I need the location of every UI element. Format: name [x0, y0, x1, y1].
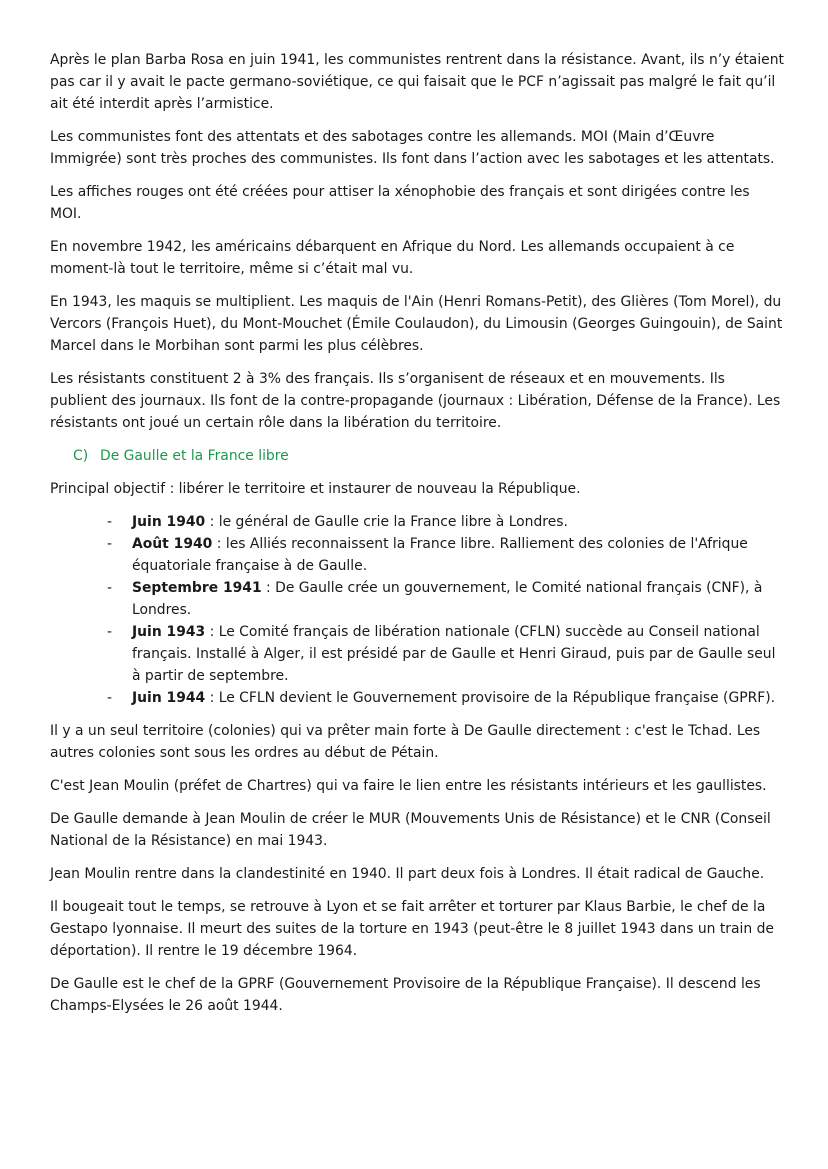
paragraph-affiches-rouges: Les affiches rouges ont été créées pour attiser la xénophobie des français et sont dirigées contre les MOI. — [50, 184, 750, 222]
section-heading-number: C) — [73, 448, 89, 464]
timeline-text: : Le Comité français de libération nationale (CFLN) succède au Conseil national français. Installé à Alger, il est présidé par de Gaulle et Henri Giraud, puis par de Gaulle seul à partir de septembre. — [132, 624, 776, 684]
timeline-item — [50, 687, 785, 709]
paragraph-maquis: En 1943, les maquis se multiplient. Les maquis de l'Ain (Henri Romans-Petit), des Glières (Tom Morel), du Vercors (François Huet), du Mont-Mouchet (Émile Coulaudon), du Limousin (Georges Guingouin), de Saint Marcel dans le Morbihan sont parmi les plus célèbres. — [50, 294, 783, 354]
timeline-text: : le général de Gaulle crie la France libre à Londres. — [205, 514, 568, 530]
section-heading — [50, 445, 785, 467]
paragraph-jean-moulin-link: C'est Jean Moulin (préfet de Chartres) qui va faire le lien entre les résistants intérieurs et les gaullistes. — [50, 778, 767, 794]
bullet-dash: - — [107, 580, 113, 596]
timeline-date: Septembre 1941 — [132, 580, 262, 596]
paragraph-tchad: Il y a un seul territoire (colonies) qui va prêter main forte à De Gaulle directement : c'est le Tchad. Les autres colonies sont sous les ordres au début de Pétain. — [50, 723, 761, 761]
timeline-date: Juin 1944 — [132, 690, 206, 706]
timeline-text: : les Alliés reconnaissent la France libre. Ralliement des colonies de l'Afrique équatoriale française à de Gaulle. — [132, 536, 748, 574]
paragraph-barbarossa: Après le plan Barba Rosa en juin 1941, les communistes rentrent dans la résistance. Avant, ils n’y étaient pas car il y avait le pacte germano-soviétique, ce qui faisait que le PCF n’agissait pas malgré le fait qu’il ait été interdit après l’armistice. — [50, 52, 784, 112]
paragraph-communist-sabotage: Les communistes font des attentats et des sabotages contre les allemands. MOI (Main d’Œuvre Immigrée) sont très proches des communistes. Ils font dans l’action avec les sabotages et les attentats. — [50, 129, 775, 167]
timeline-item — [50, 511, 785, 533]
timeline-text: : De Gaulle crée un gouvernement, le Comité national français (CNF), à Londres. — [132, 580, 763, 618]
paragraph-klaus-barbie: Il bougeait tout le temps, se retrouve à Lyon et se fait arrêter et torturer par Klaus Barbie, le chef de la Gestapo lyonnaise. Il meurt des suites de la torture en 1943 (peut-être le 8 juillet 1943 dans un train de déportation). Il rentre le 19 décembre 1964. — [50, 899, 774, 959]
bullet-dash: - — [107, 624, 113, 640]
section-heading-title: De Gaulle et la France libre — [100, 448, 289, 464]
timeline-text: : Le CFLN devient le Gouvernement provisoire de la République française (GPRF). — [205, 690, 776, 706]
timeline-list — [50, 511, 785, 709]
bullet-dash: - — [107, 514, 113, 530]
timeline-date: Août 1940 — [132, 536, 213, 552]
paragraph-resistants: Les résistants constituent 2 à 3% des français. Ils s’organisent de réseaux et en mouvements. Ils publient des journaux. Ils font de la contre-propagande (journaux : Libération, Défense de la France). Les résistants ont joué un certain rôle dans la libération du territoire. — [50, 371, 781, 431]
timeline-date: Juin 1943 — [132, 624, 206, 640]
paragraph-clandestinite: Jean Moulin rentre dans la clandestinité en 1940. Il part deux fois à Londres. Il était radical de Gauche. — [50, 866, 765, 882]
timeline-date: Juin 1940 — [132, 514, 206, 530]
bullet-dash: - — [107, 690, 113, 706]
timeline-item — [50, 621, 785, 687]
document-page — [50, 49, 785, 1028]
timeline-item — [50, 533, 785, 577]
paragraph-gprf: De Gaulle est le chef de la GPRF (Gouvernement Provisoire de la République Française). Il descend les Champs-Elysées le 26 août 1944. — [50, 976, 761, 1014]
timeline-item — [50, 577, 785, 621]
paragraph-north-africa-landing: En novembre 1942, les américains débarquent en Afrique du Nord. Les allemands occupaient à ce moment-là tout le territoire, même si c’était mal vu. — [50, 239, 735, 277]
paragraph-mur-cnr: De Gaulle demande à Jean Moulin de créer le MUR (Mouvements Unis de Résistance) et le CNR (Conseil National de la Résistance) en mai 1943. — [50, 811, 771, 849]
bullet-dash: - — [107, 536, 113, 552]
paragraph-objective: Principal objectif : libérer le territoire et instaurer de nouveau la République. — [50, 481, 581, 497]
